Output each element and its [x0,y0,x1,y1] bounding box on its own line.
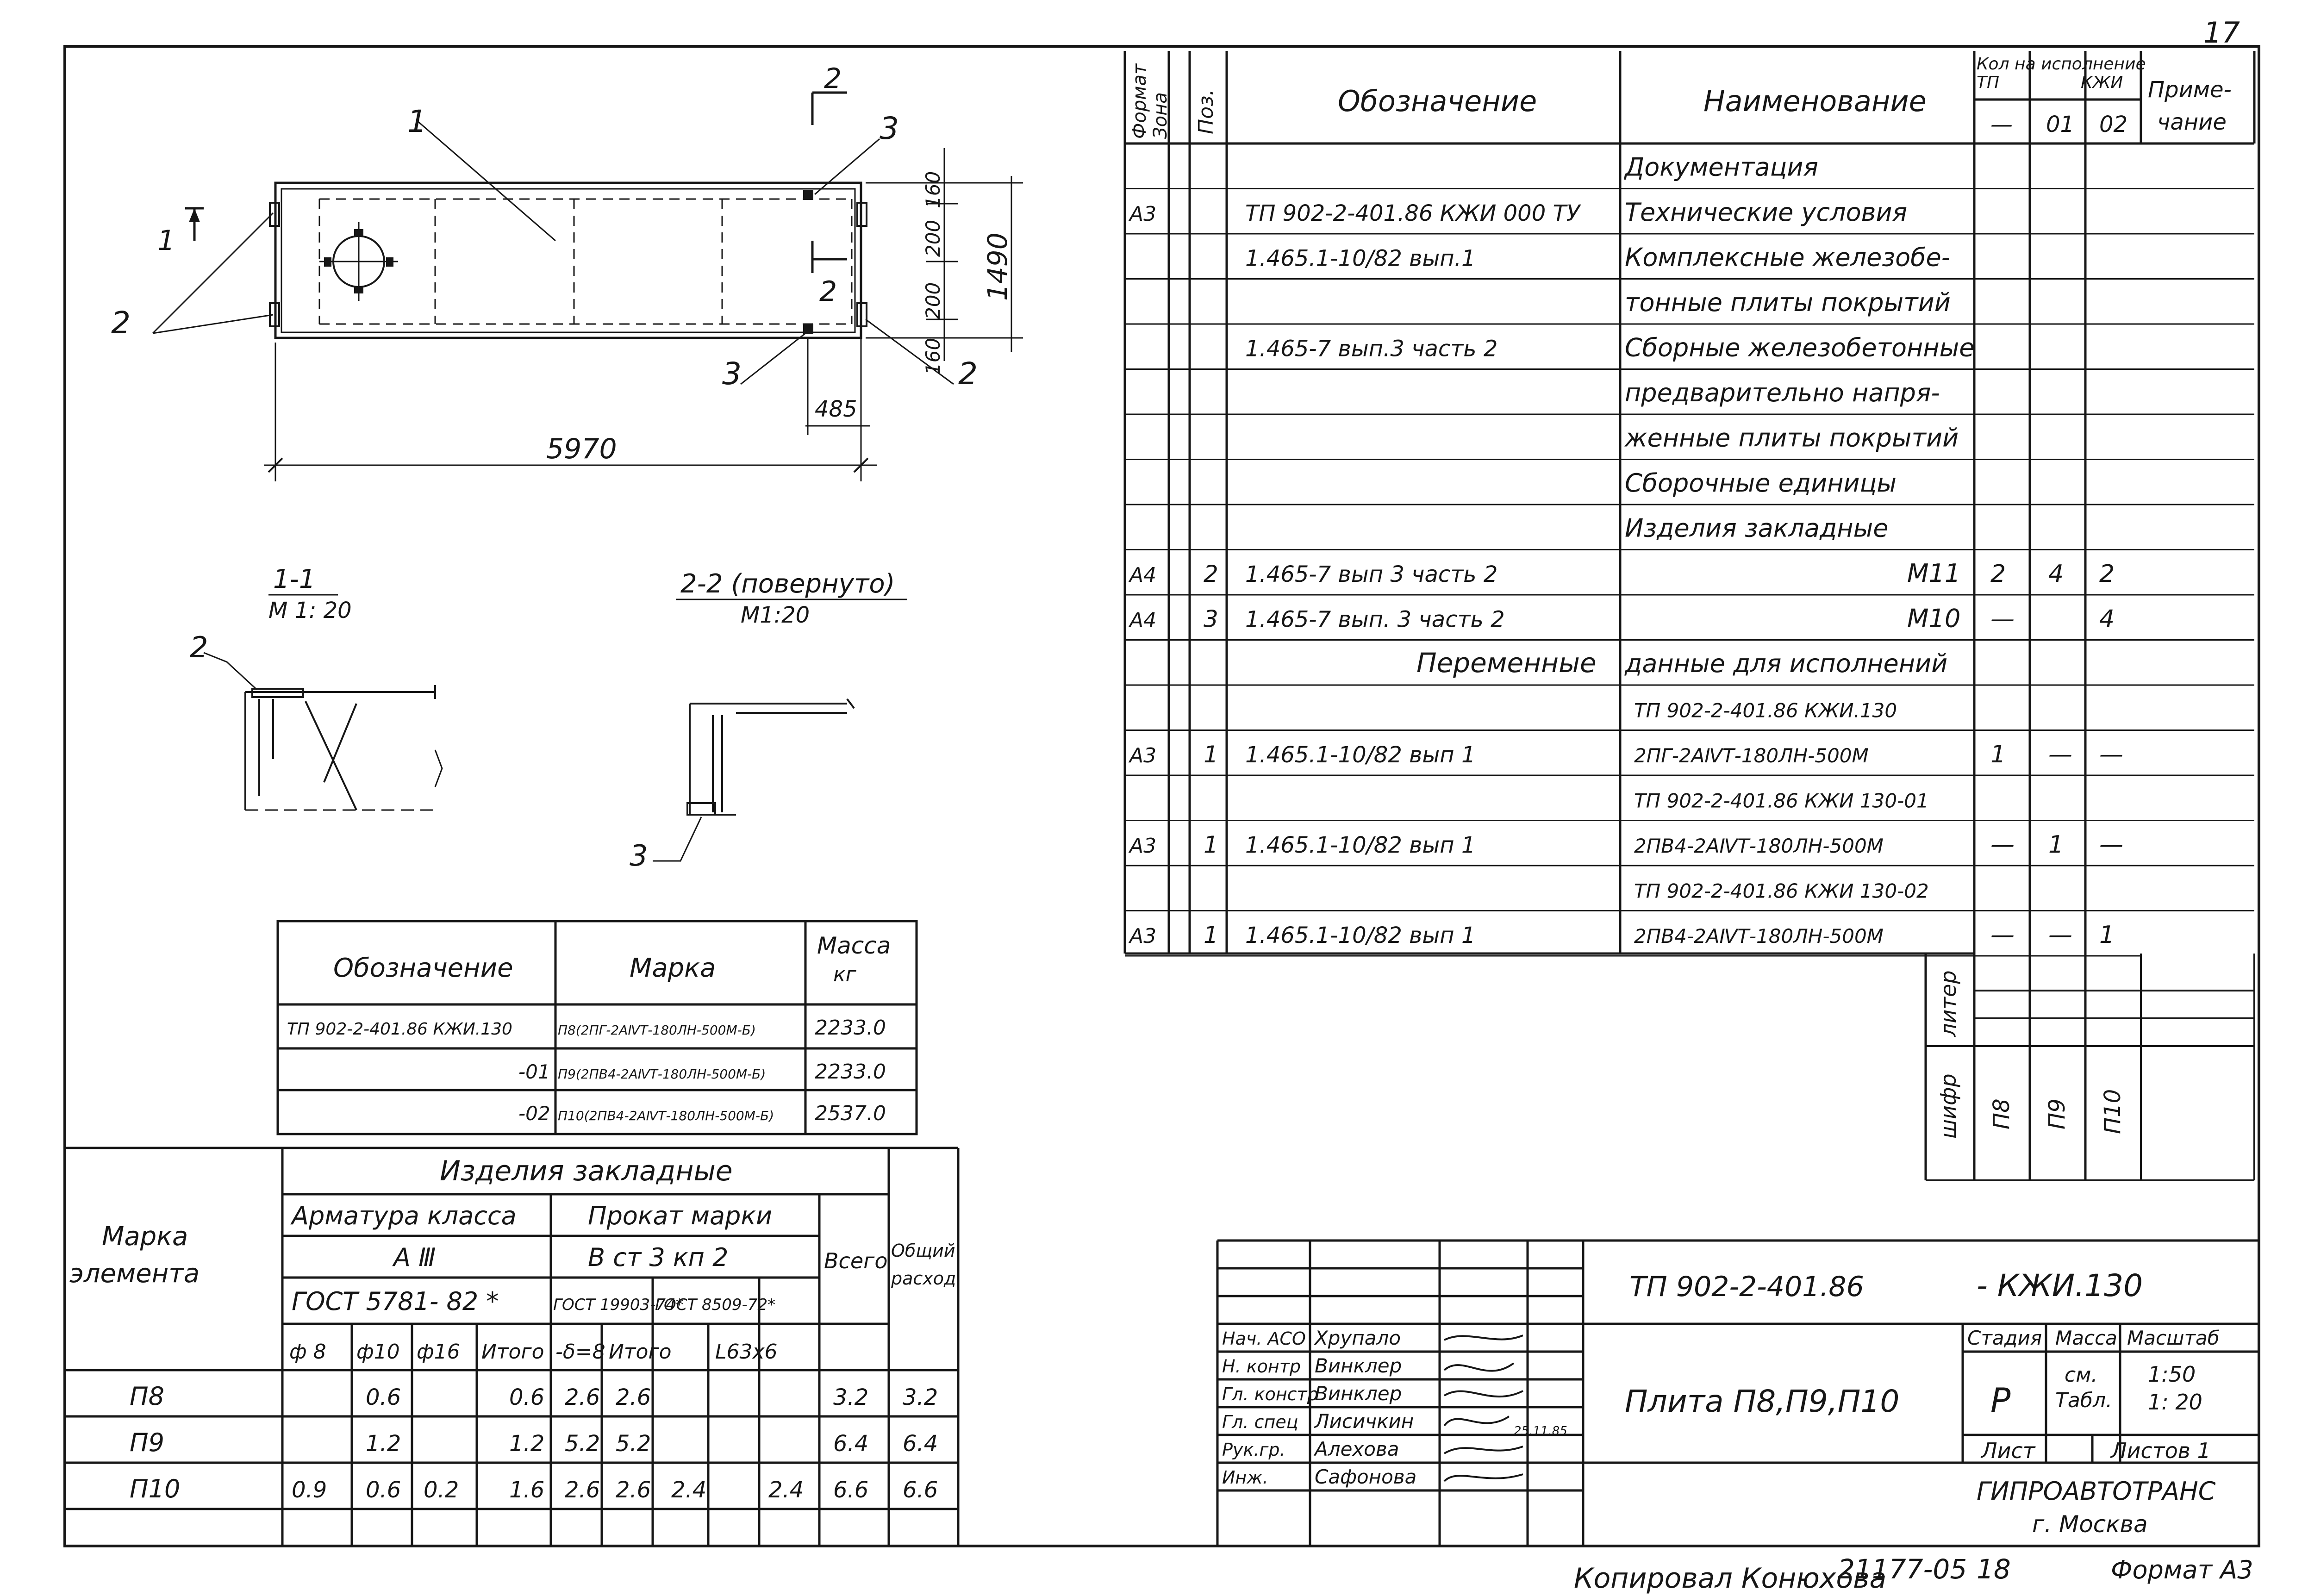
mass-hdr-mark: Марка [630,953,716,983]
opening-lug-left [324,257,331,267]
org-city: г. Москва [2032,1511,2148,1538]
embed-row-mark: П9 [130,1428,164,1457]
embed-rows [130,1382,938,1503]
spec-row-qty: 4 [2048,560,2064,588]
spec-table [1125,51,2254,1180]
section-1-scale: М 1: 20 [268,598,352,623]
signature-date: 25.11.85 [1514,1424,1567,1438]
spec-hdr-format: Формат [1129,63,1150,139]
sheets-label: Листов 1 [2111,1438,2211,1463]
cut-1-label: 1 [157,224,175,257]
spec-row-qty: 1 [1990,741,2006,768]
dim-485: 485 [815,396,857,422]
label-2-right: 2 [958,356,978,392]
spec-row-format: А4 [1129,563,1157,587]
spec-row-pos: 1 [1204,831,1218,858]
cipher-p10: П10 [2100,1089,2126,1134]
section-2-embed [687,803,715,815]
spec-hdr-qty-kzh: КЖИ [2081,73,2123,92]
spec-row-pos: 3 [1204,605,1218,633]
spec-row-designation: 1.465-7 вып.3 часть 2 [1245,336,1498,362]
spec-row-qty: — [2048,741,2072,768]
spec-row-name: женные плиты покрытий [1625,423,1959,453]
mass-hdr-designation: Обозначение [333,953,513,983]
embed-col-header: L63х6 [715,1340,778,1364]
mass-row-mass: 2233.0 [815,1060,886,1084]
spec-row-designation: 1.465.1-10/82 вып 1 [1245,742,1476,768]
staff-role: Гл. спец [1222,1412,1298,1432]
spec-row-name: Документация [1625,152,1818,182]
sheet-number: 17 [2203,16,2240,50]
section-2-label-3: 3 [630,839,648,873]
footer [1574,1553,2253,1595]
spec-row-name: 2ПВ4-2АⅣТ-180ЛН-500М [1634,925,1884,948]
label-2-left: 2 [111,305,131,341]
embed-row-value: 5.2 [616,1431,651,1457]
embed-row-value: 0.2 [424,1477,459,1503]
spec-row-name: ТП 902-2-401.86 КЖИ.130 [1634,699,1897,722]
spec-row-designation: 1.465.1-10/82 вып.1 [1245,245,1476,272]
spec-row-qty: 1 [2048,831,2064,859]
footer-sheet-no: 18 [1977,1553,2011,1585]
spec-hdr-note-2: чание [2157,109,2227,135]
embed-row-value: 1.2 [366,1431,401,1457]
spec-hdr-qty: Кол на исполнение [1977,55,2146,74]
title-code: ТП 902-2-401.86 [1629,1271,1864,1303]
label-1: 1 [407,104,427,139]
spec-row-qty: — [1990,605,2015,633]
embed-row-value: 2.4 [671,1477,707,1503]
spec-row-name: М10 [1907,604,1961,633]
embed-row-value: 2.6 [616,1477,651,1503]
embed-col-header: Итого [481,1340,544,1364]
embed-row-total: 6.6 [833,1477,869,1503]
liter-label: литер [1936,970,1961,1037]
spec-row-format: А3 [1129,834,1157,858]
dim-160-bottom: 160 [922,337,944,375]
staff-role: Нач. АСО [1222,1328,1306,1349]
embed-col-header: ф10 [356,1340,400,1364]
embed-column-headers [289,1340,778,1364]
embed-row-value: 0.9 [292,1477,327,1503]
spec-row-designation: 1.465-7 вып 3 часть 2 [1245,561,1498,587]
spec-row-name: ТП 902-2-401.86 КЖИ 130-01 [1634,789,1929,812]
embed-row-value: 0.6 [509,1384,545,1410]
staff-name: Алехова [1315,1438,1399,1460]
spec-row-format: А3 [1129,744,1157,767]
embed-table [65,1148,958,1546]
embed-row-value: 2.4 [768,1477,804,1503]
footer-copied: Копировал Конюхова [1574,1562,1887,1595]
mass-rows [287,1016,886,1125]
cut-2-label-top: 2 [824,62,842,95]
cut-2-label-bottom: 2 [819,275,837,308]
mass-hdr-kg: кг [833,963,856,986]
spec-row-name: Сборные железобетонные [1625,333,1975,362]
scale-label: Масштаб [2127,1327,2220,1349]
mass-value-2: Табл. [2055,1389,2113,1412]
spec-row-name: данные для исполнений [1625,649,1948,678]
embed-rolled-grade: В ст 3 кп 2 [588,1243,729,1272]
spec-hdr-qty-tp: ТП [1977,73,2000,92]
embed-row-value: 0.6 [366,1384,401,1410]
scale-value-2: 1: 20 [2148,1390,2202,1415]
section-1-leader [204,653,257,690]
leader-3-bottom [741,333,805,384]
staff-role: Рук.гр. [1222,1440,1285,1460]
cut-2-marker-bottom [812,241,847,273]
section-1-label-2: 2 [190,630,208,664]
spec-row-qty: — [2099,831,2123,859]
mass-row-mark: П8(2ПГ-2АⅣТ-180ЛН-500М-Б) [558,1022,756,1038]
staff-name: Винклер [1315,1382,1402,1405]
slab-inner-outline [281,189,855,332]
embed-row-total: 3.2 [833,1384,869,1410]
mass-row-mass: 2233.0 [815,1016,886,1040]
section-2-scale: М1:20 [741,602,810,628]
spec-row-qty: — [1990,921,2015,949]
section-1-break [435,750,442,787]
title-block [1217,1241,2259,1546]
spec-row-designation: 1.465.1-10/82 вып 1 [1245,923,1476,948]
staff-name: Хрупало [1315,1327,1401,1349]
cipher-label: шифр [1936,1073,1961,1139]
mass-row-designation: -01 [518,1060,550,1083]
mass-row-mark: П10(2ПВ4-2АⅣТ-180ЛН-500М-Б) [558,1108,774,1123]
spec-row-qty: — [2099,741,2123,768]
dim-length: 5970 [546,433,617,465]
stage-value: Р [1990,1381,2011,1420]
section-1-1 [190,564,442,810]
sheet-label: Лист [1981,1438,2035,1463]
spec-row-qty: 2 [2099,560,2115,588]
slab-outline [275,183,861,338]
embed-3-top [803,190,813,200]
embed-col-header: Итого [609,1340,672,1364]
embed-title: Изделия закладные [440,1155,733,1187]
spec-hdr-col-01: 01 [2046,112,2075,137]
spec-row-designation: Переменные [1416,647,1597,679]
section-1-profile [245,685,435,810]
spec-row-qty: 4 [2099,605,2115,633]
embed-rolled-gost-1: ГОСТ 19903-74* [553,1296,684,1314]
staff-name: Винклер [1315,1354,1402,1377]
dim-160-top: 160 [922,171,944,208]
staff-name: Сафонова [1315,1465,1417,1488]
spec-row-name: тонные плиты покрытий [1625,288,1951,317]
spec-row-qty: — [2048,921,2072,949]
plan-view [111,62,1023,481]
mass-table [278,921,917,1134]
spec-row-designation: ТП 902-2-401.86 КЖИ 000 ТУ [1245,200,1580,226]
spec-hdr-name: Наименование [1703,84,1927,118]
section-2-leader [653,817,701,861]
embed-row-value: 1.2 [509,1431,545,1457]
cut-1-arrow [189,208,200,222]
spec-row-pos: 2 [1204,561,1218,587]
spec-row-name: М11 [1907,559,1961,588]
spec-hdr-designation: Обозначение [1338,84,1537,118]
embed-rolled-mark: Прокат марки [588,1201,773,1230]
embed-row-mark: П10 [130,1474,181,1503]
footer-order: 21177-05 [1838,1553,1967,1585]
dim-width: 1490 [982,232,1013,301]
dim-200-top: 200 [922,219,944,257]
spec-row-designation: 1.465-7 вып. 3 часть 2 [1245,606,1505,633]
spec-row-name: 2ПВ4-2АⅣТ-180ЛН-500М [1634,835,1884,857]
dim-200-bottom: 200 [922,282,944,319]
spec-row-name: предварительно напря- [1625,378,1940,407]
spec-hdr-note-1: Приме- [2148,77,2232,103]
embed-row-value: 2.6 [565,1477,600,1503]
spec-row-name: 2ПГ-2АⅣТ-180ЛН-500М [1634,744,1869,767]
title-code-suffix: - КЖИ.130 [1977,1268,2143,1303]
staff-role: Н. контр [1222,1356,1301,1377]
spec-row-format: А4 [1129,608,1157,632]
spec-hdr-col-dash: — [1990,112,2013,137]
embed-row-value: 0.6 [366,1477,401,1503]
embed-rolled-gost-2: ГОСТ 8509-72* [655,1296,776,1314]
embed-row-value: 1.6 [509,1477,545,1503]
cipher-p8: П8 [1989,1098,2015,1129]
stage-label: Стадия [1967,1327,2042,1349]
spec-row-pos: 1 [1204,922,1218,948]
spec-row-qty: 1 [2099,921,2115,949]
embed-col-header: ф16 [417,1340,460,1364]
spec-row-designation: 1.465.1-10/82 вып 1 [1245,832,1476,858]
spec-row-name: Технические условия [1625,198,1908,227]
scale-value-1: 1:50 [2148,1362,2196,1387]
opening-lug-bottom [354,286,363,293]
product-title: Плита П8,П9,П10 [1625,1384,1900,1419]
embed-overall-header-1: Общий [891,1241,955,1261]
embed-armature-gost: ГОСТ 5781- 82 * [292,1287,499,1316]
embed-armature-grade: А Ⅲ [393,1243,436,1272]
embed-row-overall: 3.2 [903,1384,938,1410]
spec-hdr-col-02: 02 [2099,112,2128,137]
mass-row-designation: -02 [518,1102,550,1125]
spec-row-name: Комплексные железобе- [1625,243,1951,272]
staff-role: Гл. констр [1222,1384,1318,1404]
org-name: ГИПРОАВТОТРАНС [1977,1477,2216,1506]
section-1-title: 1-1 [273,564,316,594]
spec-row-qty: 2 [1990,560,2006,588]
mass-row-designation: ТП 902-2-401.86 КЖИ.130 [287,1020,512,1039]
opening-lug-top [354,229,363,237]
spec-hdr-zone: Зона [1150,92,1171,139]
cut-2-marker-top [812,93,847,125]
label-3-top: 3 [880,111,899,146]
spec-row-name: Изделия закладные [1625,513,1889,543]
embed-col-header: -δ=8 [555,1340,605,1364]
mass-row-mass: 2537.0 [815,1102,886,1125]
embed-armature-class: Арматура класса [292,1201,517,1230]
embed-row-overall: 6.6 [903,1477,938,1503]
spec-row-qty: — [1990,831,2015,859]
section-2-profile [690,699,854,815]
opening-lug-right [386,257,393,267]
slab-ribs [319,199,852,324]
spec-hdr-pos: Поз. [1194,89,1218,134]
spec-row-name: Сборочные единицы [1625,468,1897,498]
embed-row-overall: 6.4 [903,1431,938,1457]
embed-row-total: 6.4 [833,1431,869,1457]
embed-col-header: ф 8 [289,1340,326,1364]
leader-3-top [815,139,880,194]
embed-row-value: 2.6 [565,1384,600,1410]
spec-row-pos: 1 [1204,741,1218,768]
mass-value-1: см. [2065,1363,2098,1387]
mass-label: Масса [2055,1327,2117,1349]
embed-element-mark-2: элемента [69,1259,200,1289]
spec-row-name: ТП 902-2-401.86 КЖИ 130-02 [1634,879,1929,903]
cipher-p9: П9 [2044,1098,2070,1129]
label-3-bottom: 3 [722,356,742,392]
embed-3-bottom [803,324,813,334]
mass-row-mark: П9(2ПВ4-2АⅣТ-180ЛН-500М-Б) [558,1066,766,1082]
embed-overall-header-2: расход [891,1268,956,1289]
leader-1 [417,120,555,241]
embed-row-value: 2.6 [616,1384,651,1410]
footer-format: Формат А3 [2111,1555,2253,1584]
mass-hdr-mass: Масса [817,932,891,959]
section-2-title: 2-2 (повернуто) [680,569,895,599]
spec-row-format: А3 [1129,924,1157,948]
embed-row-value: 5.2 [565,1431,600,1457]
section-2-2 [630,569,907,873]
embed-element-mark-1: Марка [102,1222,188,1252]
staff-role: Инж. [1222,1467,1268,1488]
embed-row-mark: П8 [130,1382,164,1411]
spec-row-format: А3 [1129,202,1157,226]
embed-total-header: Всего [824,1248,888,1273]
staff-name: Лисичкин [1315,1410,1414,1433]
